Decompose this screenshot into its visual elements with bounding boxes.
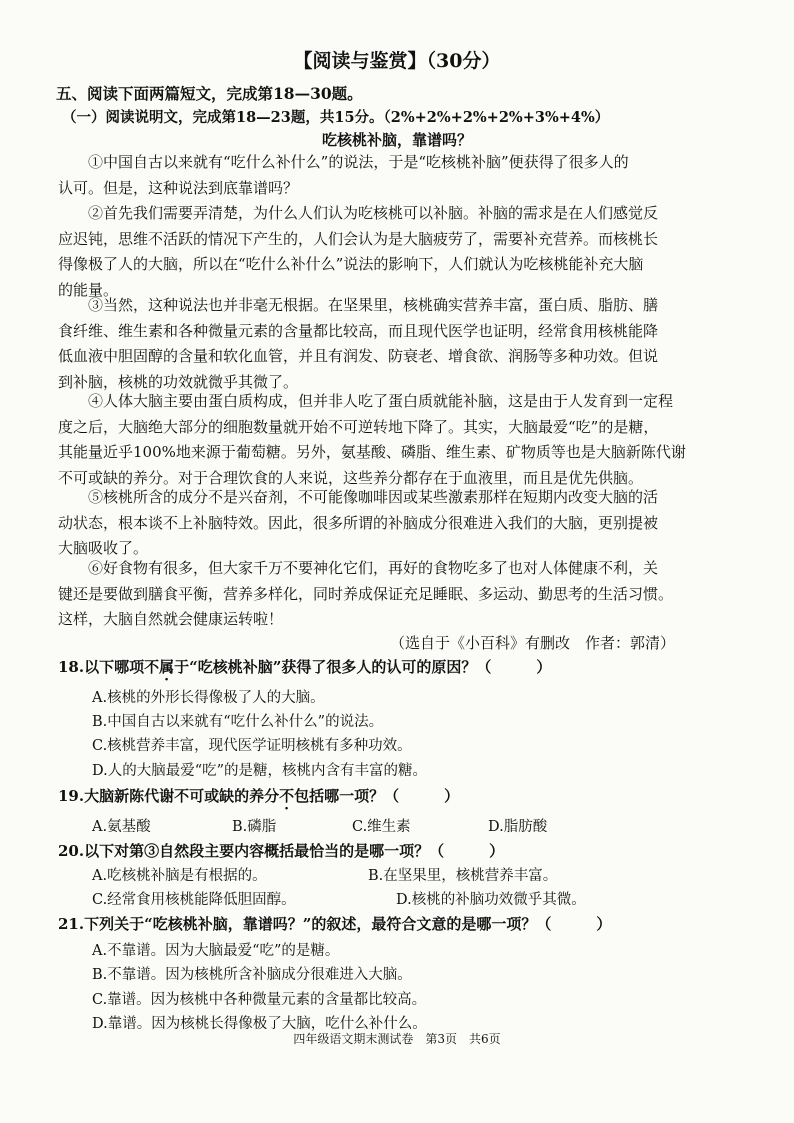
paragraph-line: 其能量近乎100%地来源于葡萄糖。另外，氨基酸、磷脂、维生素、矿物质等也是大脑新陈代谢 — [58, 443, 686, 462]
q20-option-d: D.核桃的补脑功效微乎其微。 — [396, 892, 586, 908]
question-21: 21.下列关于“吃核桃补脑，靠谱吗？”的叙述，最符合文意的是哪一项？（ ） — [58, 915, 612, 933]
paragraph-line: 键还是要做到膳食平衡，营养多样化，同时养成保证充足睡眠、多运动、勤思考的生活习惯。 — [58, 584, 674, 603]
q18-option-c: C.核桃营养丰富，现代医学证明核桃有多种功效。 — [92, 738, 412, 754]
question-text: 18.以下哪项 — [58, 658, 145, 676]
paragraph-1 — [58, 150, 738, 201]
paragraph-5 — [58, 485, 738, 562]
q18-option-b: B.中国自古以来就有“吃什么补什么”的说法。 — [92, 714, 384, 730]
paragraph-line: ⑤核桃所含的成分不是兴奋剂，不可能像咖啡因或某些激素那样在短期内改变大脑的活 — [88, 488, 659, 506]
paragraph-line: 认可。但是，这种说法到底靠谱吗？ — [58, 178, 299, 197]
q19-option-c: C.维生素 — [352, 819, 411, 835]
q21-option-b: B.不靠谱。因为核桃所含补脑成分很难进入大脑。 — [92, 967, 412, 983]
question-20: 20.以下对第③自然段主要内容概括最恰当的是哪一项？（ ） — [58, 842, 505, 860]
sub-heading: （一）阅读说明文，完成第18—23题，共15分。（2%+2%+2%+2%+3%+4%） — [62, 109, 610, 126]
q18-option-a: A.核桃的外形长得像极了人的大脑。 — [92, 690, 325, 706]
section-title: 【阅读与鉴赏】（30分） — [293, 50, 501, 72]
q20-option-c: C.经常食用核桃能降低胆固醇。 — [92, 892, 296, 908]
paragraph-line: 这样，大脑自然就会健康运转啦！ — [58, 610, 284, 629]
paragraph-line: 的能量。 — [58, 280, 119, 299]
q19-option-d: D.脂肪酸 — [488, 819, 548, 835]
emphasis-text: 不属于 — [144, 658, 190, 676]
paragraph-6 — [58, 556, 738, 633]
q19-option-a: A.氨基酸 — [92, 819, 151, 835]
q21-option-d: D.靠谱。因为核桃长得像极了大脑，吃什么补什么。 — [92, 1016, 427, 1032]
paragraph-line: 不可或缺的养分。对于合理饮食的人来说，这些养分都存在于血液里，而且是优先供脑。 — [58, 468, 644, 487]
article-source: （选自于《小百科》有删改 作者：郭清） — [390, 634, 676, 652]
q19-option-b: B.磷脂 — [232, 819, 277, 835]
paragraph-line: 度之后，大脑绝大部分的细胞数量就开始不可逆转地下降了。其实，大脑最爱“吃”的是糖， — [58, 417, 659, 436]
paragraph-line: ①中国自古以来就有“吃什么补什么”的说法，于是“吃核桃补脑”便获得了很多人的 — [88, 153, 629, 171]
q21-option-a: A.不靠谱。因为大脑最爱“吃”的是糖。 — [92, 943, 340, 959]
q20-option-a: A.吃核桃补脑是有根据的。 — [92, 868, 267, 884]
paragraph-line: ④人体大脑主要由蛋白质构成，但并非人吃了蛋白质就能补脑，这是由于人发育到一定程 — [88, 392, 674, 410]
question-text: 19.大脑新陈代谢不可或缺的养分 — [58, 787, 280, 805]
q21-option-c: C.靠谱。因为核桃中各种微量元素的含量都比较高。 — [92, 992, 427, 1008]
emphasis-text: 不 — [279, 787, 295, 805]
question-18 — [58, 656, 551, 677]
paragraph-line: ③当然，这种说法也并非毫无根据。在坚果里，核桃确实营养丰富，蛋白质、脂肪、膳 — [88, 296, 659, 314]
article-title: 吃核桃补脑，靠谱吗？ — [321, 131, 472, 149]
q20-option-b: B.在坚果里，核桃营养丰富。 — [368, 868, 558, 884]
q18-option-d: D.人的大脑最爱“吃”的是糖，核桃内含有丰富的糖。 — [92, 763, 428, 779]
paragraph-line: ②首先我们需要弄清楚，为什么人们认为吃核桃可以补脑。补脑的需求是在人们感觉反 — [88, 204, 659, 222]
paragraph-3 — [58, 293, 738, 395]
paragraph-line: 低血液中胆固醇的含量和软化血管，并且有润发、防衰老、增食欲、润肠等多种功效。但说 — [58, 347, 659, 366]
paragraph-line: 大脑吸收了。 — [58, 539, 149, 558]
paragraph-line: 动状态，根本谈不上补脑特效。因此，很多所谓的补脑成分很难进入我们的大脑，更别提被 — [58, 513, 659, 532]
paragraph-4 — [58, 389, 738, 491]
question-19 — [58, 785, 459, 806]
page-footer: 四年级语文期末测试卷 第3页 共6页 — [293, 1032, 501, 1046]
paragraph-line: 得像极了人的大脑，所以在“吃什么补什么”说法的影响下，人们就认为吃核桃能补充大脑 — [58, 255, 644, 274]
paragraph-line: ⑥好食物有很多，但大家千万不要神化它们，再好的食物吃多了也对人体健康不利，关 — [88, 559, 659, 577]
question-text: 包括哪一项？（ ） — [294, 787, 460, 805]
part-heading: 五、阅读下面两篇短文，完成第18—30题。 — [56, 84, 363, 103]
paragraph-line: 应迟钝，思维不活跃的情况下产生的，人们会认为是大脑疲劳了，需要补充营养。而核桃长 — [58, 229, 659, 248]
paragraph-line: 到补脑，核桃的功效就微乎其微了。 — [58, 372, 299, 391]
paragraph-line: 食纤维、维生素和各种微量元素的含量都比较高，而且现代医学也证明，经常食用核桃能降 — [58, 321, 659, 340]
question-text: “吃核桃补脑”获得了很多人的认可的原因？（ ） — [189, 658, 552, 676]
paragraph-2 — [58, 201, 738, 303]
